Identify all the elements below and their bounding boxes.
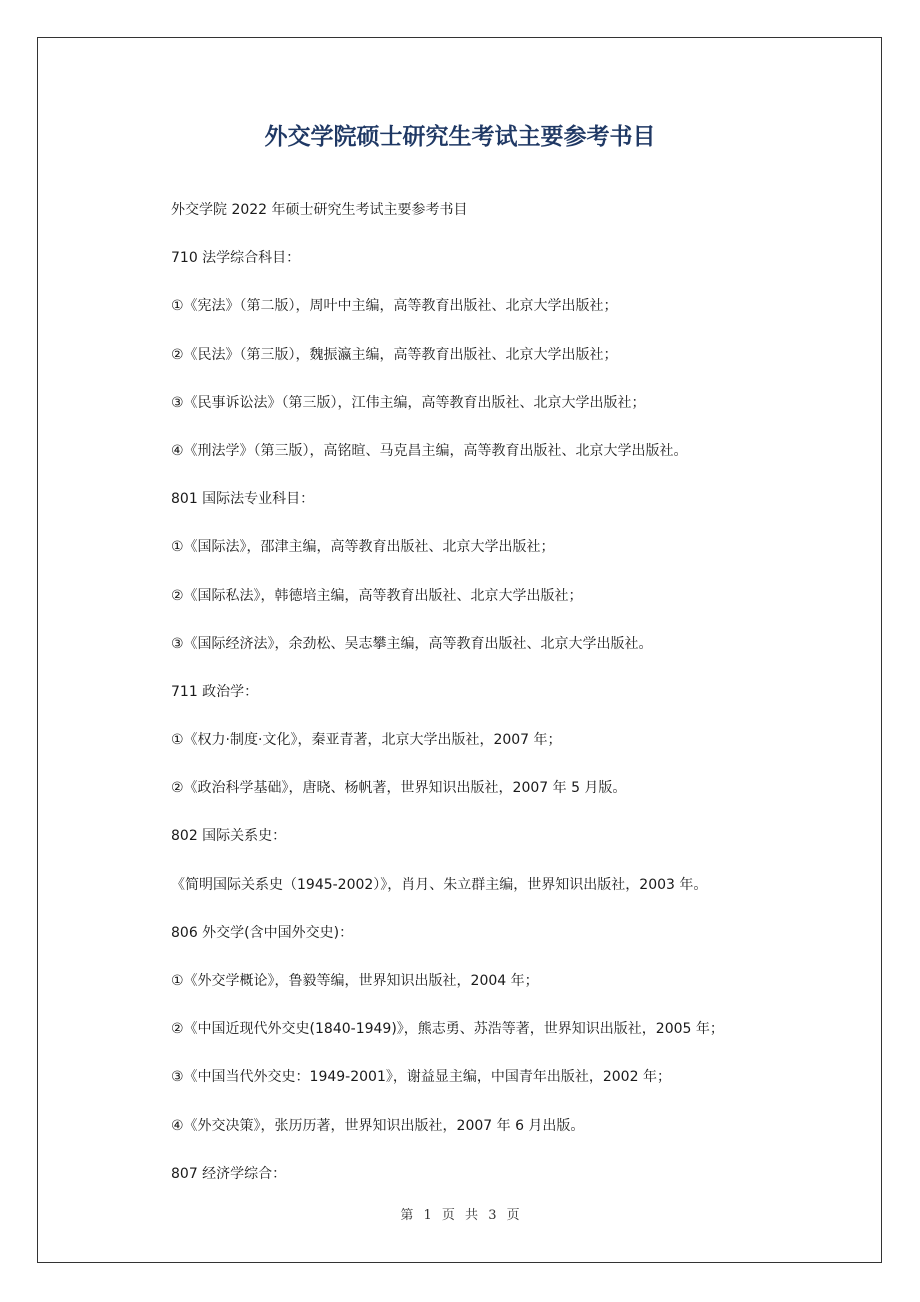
body-line: 外交学院 2022 年硕士研究生考试主要参考书目 (171, 202, 468, 218)
body-line: ②《中国近现代外交史(1840-1949)》，熊志勇、苏浩等著，世界知识出版社，2005 年； (171, 1021, 724, 1038)
body-line: ①《宪法》（第二版），周叶中主编，高等教育出版社、北京大学出版社； (171, 298, 618, 315)
body-line: ④《刑法学》（第三版），高铭暄、马克昌主编，高等教育出版社、北京大学出版社。 (171, 442, 688, 459)
document-title: 外交学院硕士研究生考试主要参考书目 (264, 124, 656, 150)
document-body (171, 194, 851, 1206)
body-line: 710 法学综合科目： (171, 250, 301, 267)
body-line: ②《国际私法》，韩德培主编，高等教育出版社、北京大学出版社； (171, 587, 583, 604)
body-line: 802 国际关系史： (171, 828, 287, 845)
body-line: 《简明国际关系史（1945-2002）》，肖月、朱立群主编，世界知识出版社，2003 年。 (171, 876, 708, 893)
page-footer: 第 1 页 共 3 页 (400, 1208, 520, 1223)
body-line: 711 政治学： (171, 683, 259, 700)
body-line: ②《政治科学基础》，唐晓、杨帆著，世界知识出版社，2007 年 5 月版。 (171, 780, 627, 797)
body-line: ③《国际经济法》，余劲松、吴志攀主编，高等教育出版社、北京大学出版社。 (171, 635, 653, 652)
body-line: ①《权力·制度·文化》，秦亚青著，北京大学出版社，2007 年； (171, 732, 562, 749)
body-line: 807 经济学综合： (171, 1165, 287, 1182)
body-line: 806 外交学(含中国外交史)： (171, 924, 354, 941)
body-line: ④《外交决策》，张历历著，世界知识出版社，2007 年 6 月出版。 (171, 1117, 585, 1134)
body-line: 801 国际法专业科目： (171, 491, 315, 508)
body-line: ①《外交学概论》，鲁毅等编，世界知识出版社，2004 年； (171, 973, 539, 989)
body-line: ③《民事诉讼法》（第三版），江伟主编，高等教育出版社、北京大学出版社； (171, 394, 646, 411)
body-line: ③《中国当代外交史：1949-2001》，谢益显主编，中国青年出版社，2002 年； (171, 1069, 671, 1086)
body-line: ①《国际法》，邵津主编，高等教育出版社、北京大学出版社； (171, 539, 555, 556)
body-line: ②《民法》（第三版），魏振瀛主编，高等教育出版社、北京大学出版社； (171, 346, 618, 363)
